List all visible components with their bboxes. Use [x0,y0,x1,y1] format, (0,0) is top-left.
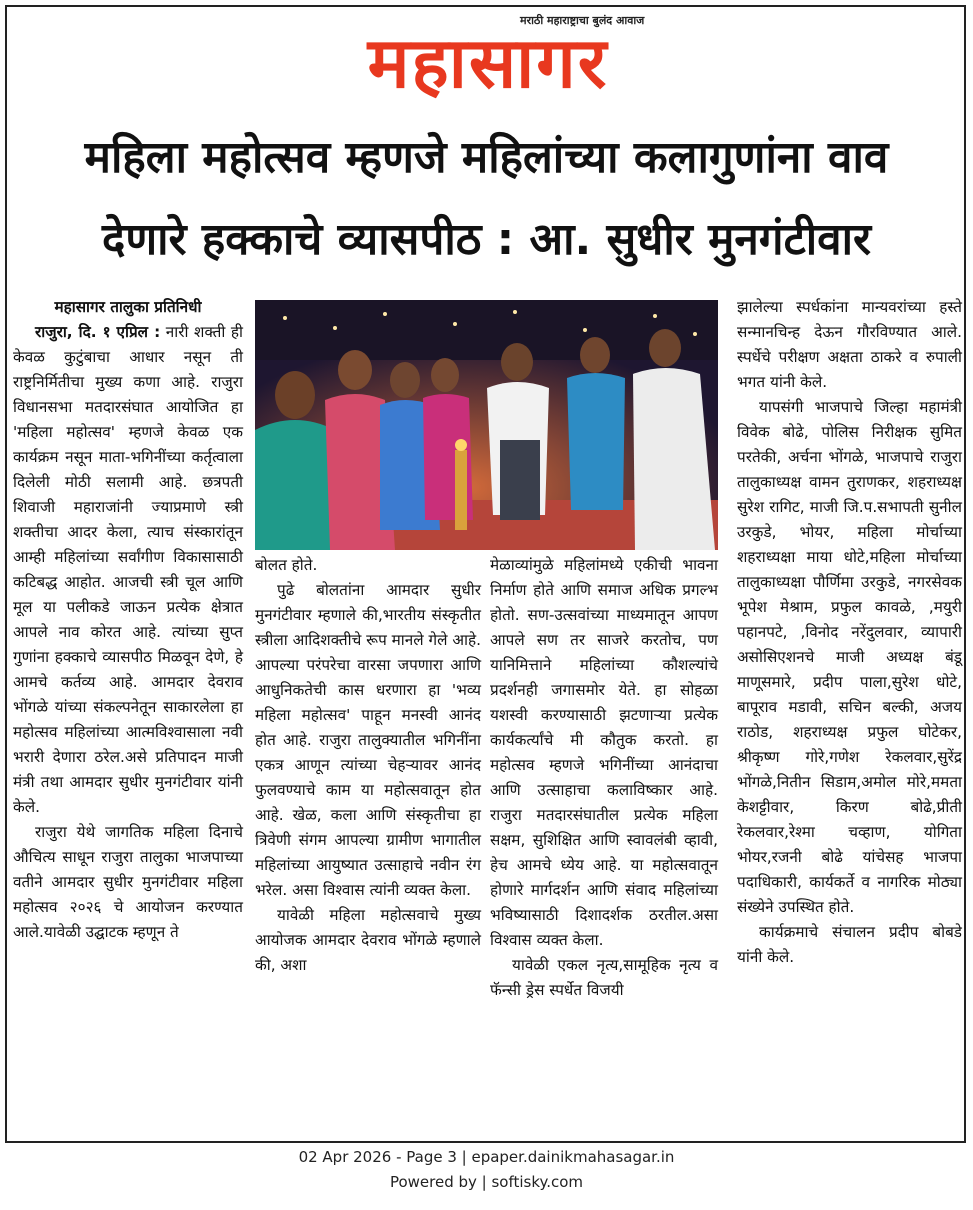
dateline: राजुरा, दि. १ एप्रिल : [35,323,161,341]
headline-line-2: देणारे हक्काचे व्यासपीठ : आ. सुधीर मुनगंटीवार [101,214,871,265]
paragraph: झालेल्या स्पर्धकांना मान्यवरांच्या हस्ते सन्मानचिन्ह देऊन गौरविण्यात आले. स्पर्धेचे परीक्षण अक्षता ठाकरे व रुपाली भगत यांनी केले. [737,298,962,391]
paragraph: यावेळी एकल नृत्य,सामूहिक नृत्य व फॅन्सी ड्रेस स्पर्धेत विजयी [490,956,718,999]
byline: महासागर तालुका प्रतिनिधी [54,298,202,316]
newspaper-tagline: मराठी महाराष्ट्राचा बुलंद आवाज [520,14,645,27]
article-column-1 [13,295,243,945]
paragraph: राजुरा येथे जागतिक महिला दिनाचे औचित्य साधून राजुरा तालुका भाजपाच्या वतीने आमदार सुधीर मुनगंटीवार महिला महोत्सव २०२६ चे आयोजन करण्यात आले.यावेळी उद्घाटक म्हणून ते [13,823,243,941]
paragraph-text: नारी शक्ती ही केवळ कुटुंबाचा आधार नसून ती राष्ट्रनिर्मितीचा मुख्य कणा आहे. राजुरा विधानसभा मतदारसंघात आयोजित हा 'महिला महोत्सव' म्हणजे केवळ एक कार्यक्रम नसून माता-भगिनींच्या कर्तृत्वाला दिलेली मोठी सलामी आहे. छत्रपती शिवाजी महाराजांनी ज्याप्रमाणे स्त्री शक्तीचा आदर केला, त्याच संस्कारांतून आम्ही महिलांच्या सर्वांगीण विकासासाठी कटिबद्ध आहोत. आजची स्त्री चूल आणि मूल या पलीकडे जाऊन प्रत्येक क्षेत्रात आपले नाव कोरत आहे. त्यांच्या सुप्त गुणांना हक्काचे व्यासपीठ मिळवून देणे, हे आमचे कर्तव्य आहे. आमदार देवराव भोंगळे यांच्या संकल्पनेतून साकारलेला हा महोत्सव महिलांच्या आत्मविश्वासाला नवी भरारी देणारा ठरेल.असे प्रतिपादन माजी मंत्री तथा आमदार सुधीर मुनगंटीवार यांनी केले. [13,323,243,816]
paragraph: यापसंगी भाजपाचे जिल्हा महामंत्री विवेक बोढे, पोलिस निरीक्षक सुमित परतेकी, अर्चना भोंगळे, भाजपाचे राजुरा तालुकाध्यक्ष वामन तुराणकर, शहराध्यक्ष सुरेश रागिट, माजी जि.प.सभापती सुनील उरकुडे, भोयर, महिला मोर्चाच्या शहराध्यक्षा माया धोटे,महिला मोर्चाच्या तालुकाध्यक्षा पौर्णिमा उरकुडे, नगरसेवक भूपेश मेश्राम, प्रफुल कावळे, ,मयुरी पहानपटे, ,विनोद नरेंदुलवार, व्यापारी असोसिएशनचे माजी अध्यक्ष बंडू माणूसमारे, प्रदीप पाला,सुरेश धोटे, बापूराव मडावी, सचिन बल्की, अजय राठोड, शहराध्यक्ष प्रफुल घोटेकर, श्रीकृष्ण गोरे,गणेश रेकलवार,सुरेंद्र भोंगळे,नितीन सिडाम,अमोल मोरे,ममता केशट्टीवार, किरण बोढे,प्रीती रेकलवार,रेश्मा चव्हाण, योगिता भोयर,रजनी बोढे यांचेसह भाजपा पदाधिकारी, कार्यकर्ते व नागरिक मोठ्या संख्येने उपस्थित होते. [737,398,962,916]
headline-line-1: महिला महोत्सव म्हणजे महिलांच्या कलागुणांना वाव [84,132,889,183]
newspaper-masthead: महासागर [367,22,609,104]
article-column-2 [255,553,481,978]
event-photo [255,300,718,550]
event-photo-image [255,300,718,550]
paragraph: कार्यक्रमाचे संचालन प्रदीप बोबडे यांनी केले. [737,923,962,966]
paragraph: पुढे बोलतांना आमदार सुधीर मुनगंटीवार म्हणाले की,भारतीय संस्कृतीत स्त्रीला आदिशक्तीचे रूप मानले गेले आहे. आपल्या परंपरेचा वारसा जपणारा आणि आधुनिकतेची कास धरणारा हा 'भव्य महिला महोत्सव' पाहून मनस्वी आनंद होत आहे. राजुरा तालुक्यातील भगिनींना एकत्र आणून त्यांच्या चेहऱ्यावर आनंद फुलवण्याचे काम या महोत्सवातून होत आहे. खेळ, कला आणि संस्कृतीचा हा त्रिवेणी संगम आपल्या ग्रामीण भागातील महिलांच्या आयुष्यात उत्साहाचे नवीन रंग भरेल. असा विश्वास त्यांनी व्यक्त केला. [255,581,481,899]
paragraph [13,320,243,820]
paragraph: बोलत होते. [255,556,318,574]
paragraph: मेळाव्यांमुळे महिलांमध्ये एकीची भावना निर्माण होते आणि समाज अधिक प्रगल्भ होतो. सण-उत्सवांच्या माध्यमातून आपण आपले सण तर साजरे करतोच, पण यानिमित्ताने महिलांच्या कौशल्यांचे प्रदर्शनही जगासमोर येते. हा सोहळा यशस्वी करण्यासाठी झटणाऱ्या प्रत्येक कार्यकर्त्यांचे मी कौतुक करतो. हा महोत्सव म्हणजे भगिनींच्या आनंदाचा आणि उत्साहाचा कलाविष्कार आहे. राजुरा मतदारसंघातील प्रत्येक महिला सक्षम, सुशिक्षित आणि स्वावलंबी व्हावी, हेच आमचे ध्येय आहे. या महोत्सवातून होणारे मार्गदर्शन आणि संवाद महिलांच्या भविष्यासाठी दिशादर्शक ठरतील.असा विश्वास व्यक्त केला. [490,556,718,949]
article-column-4 [737,295,962,970]
footer-powered-by: Powered by | softisky.com [389,1173,584,1191]
paragraph: यावेळी महिला महोत्सवाचे मुख्य आयोजक आमदार देवराव भोंगळे म्हणाले की, अशा [255,906,481,974]
footer-page-info: 02 Apr 2026 - Page 3 | epaper.dainikmahasagar.in [298,1148,675,1166]
article-column-3 [490,553,718,1003]
